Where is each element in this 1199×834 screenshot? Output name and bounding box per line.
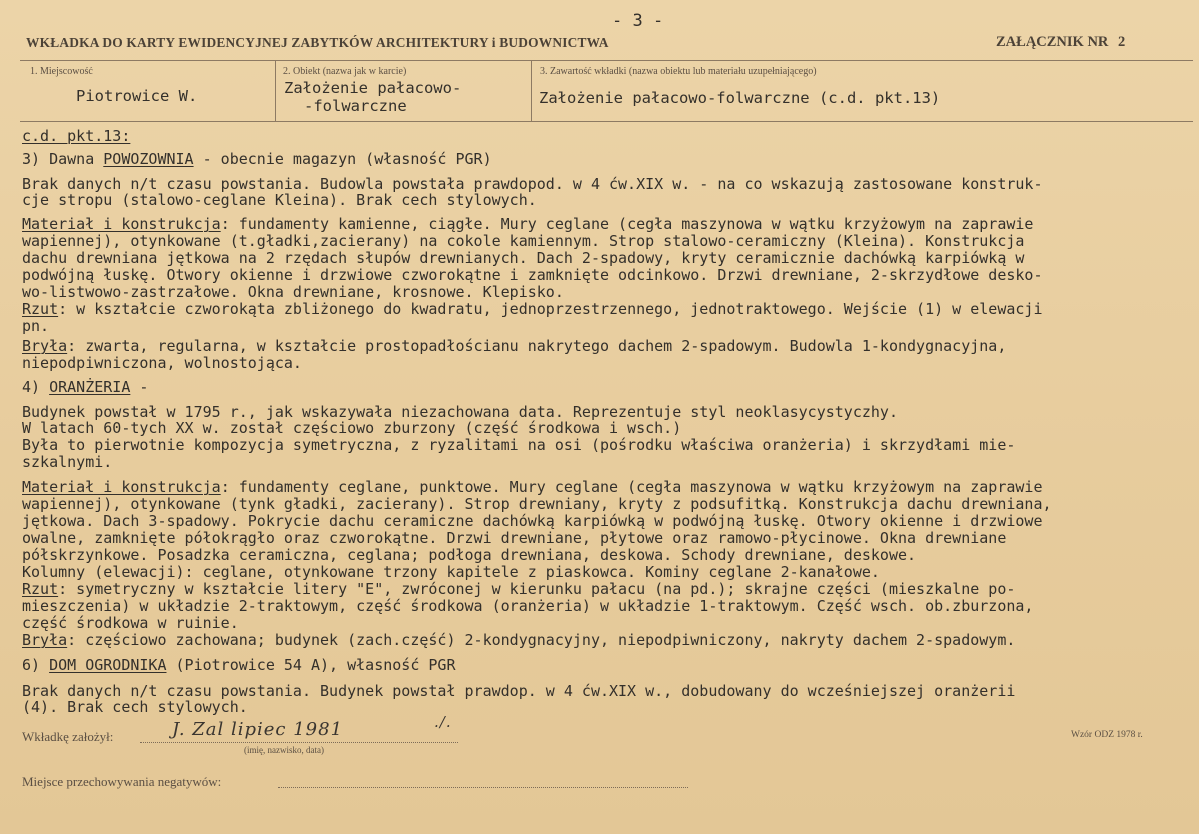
s4-text-line: Była to pierwotnie kompozycja symetryczna, z ryzalitami na osi (pośrodku właściwa oranżeria) i skrzydłami mie- — [22, 436, 1016, 454]
s3-text-line: wapiennej), otynkowane (t.gładki,zacierany) na cokole kamiennym. Strop stalowo-ceramiczny (Kleina). Konstrukcja — [22, 232, 1025, 250]
s4-text-line: Budynek powstał w 1795 r., jak wskazywała niezachowana data. Reprezentuje styl neoklasycystyczhy. — [22, 403, 898, 421]
slash-mark: ./. — [434, 713, 452, 731]
s3-material-text: : fundamenty kamienne, ciągłe. Mury ceglane (cegła maszynowa w wątku krzyżowym na zaprawie — [220, 215, 1034, 233]
locality-label: 1. Miejscowość — [30, 66, 93, 77]
section-6-heading — [22, 657, 455, 673]
s4-material-label: Materiał i konstrukcja — [22, 478, 221, 496]
s3-name: POWOZOWNIA — [103, 150, 194, 168]
s4-material-text: : fundamenty ceglane, punktowe. Mury ceglane (cegła maszynowa w wątku krzyżowym na zaprawie — [220, 478, 1043, 496]
s3-text-line: pn. — [22, 317, 50, 335]
s4-bryla-text: : częściowo zachowana; budynek (zach.część) 2-kondygnacyjny, niepodpiwniczony, nakryty dachem 2-spadowym. — [67, 631, 1016, 649]
object-value-line2: -folwarczne — [304, 97, 407, 115]
s4-rzut-text: : symetryczny w kształcie litery "E", zwróconej w kierunku pałacu (na pd.); skrajne części (mieszkalne po- — [58, 580, 1016, 598]
header-box-bottom-rule — [20, 121, 1193, 122]
s3-text-line: niepodpiwniczona, wolnostojąca. — [22, 354, 302, 372]
s3-num: 3) Dawna — [22, 150, 104, 168]
s3-text-line: wo-listwowo-zastrzałowe. Okna drewniane, krosnowe. Klepisko. — [22, 283, 564, 301]
s6-text-line: (4). Brak cech stylowych. — [22, 698, 248, 716]
s4-text-line: W latach 60-tych XX w. został częściowo zburzony (część środkowa i wsch.) — [22, 419, 682, 437]
form-title: WKŁADKA DO KARTY EWIDENCYJNEJ ZABYTKÓW ARCHITEKTURY i BUDOWNICTWA — [26, 35, 609, 50]
header-box-top-rule — [20, 60, 1193, 61]
s3-rzut-label: Rzut — [22, 300, 59, 318]
s6-name: DOM OGRODNIKA — [49, 656, 167, 674]
s3-text-line: podwójną łuskę. Otwory okienne i drzwiowe czworokątne i zamknięte odcinkowo. Drzwi drewniane, 2-skrzydłowe desko- — [22, 266, 1043, 284]
handwritten-signature: J. Zal lipiec 1981 — [172, 719, 344, 740]
s3-bryla-line — [22, 338, 1006, 354]
annex-label-text: ZAŁĄCZNIK NR — [996, 34, 1109, 50]
prepared-by-label: Wkładkę założył: — [22, 729, 114, 744]
section-4-heading — [22, 379, 148, 395]
s3-text-line: cje stropu (stalowo-ceglane Kleina). Brak cech stylowych. — [22, 191, 537, 209]
s3-rzut-text: : w kształcie czworokąta zbliżonego do kwadratu, jednoprzestrzennego, jednotraktowego. Wejście (1) w elewacji — [58, 300, 1043, 318]
s4-text-line: szkalnymi. — [22, 453, 113, 471]
s6-text-line: Brak danych n/t czasu powstania. Budynek powstał prawdop. w 4 ćw.XIX w., dobudowany do wcześniejszej oranżerii — [22, 682, 1016, 700]
s4-text-line: półskrzynkowe. Posadzka ceramiczna, ceglana; podłoga drewniana, deskowa. Schody drewniane, deskowe. — [22, 546, 917, 564]
object-label: 2. Obiekt (nazwa jak w karcie) — [283, 66, 407, 77]
s4-rzut-line — [22, 581, 1015, 597]
negatives-storage-dotted-line — [278, 787, 688, 788]
s3-bryla-text: : zwarta, regularna, w kształcie prostopadłościanu nakrytego dachem 2-spadowym. Budowla 1-kondygnacyjna, — [67, 337, 1007, 355]
s4-text-line: mieszczenia) w układzie 2-traktowym, część środkowa (oranżeria) w układzie 1-traktowym. Część wsch. ob.zburzona, — [22, 597, 1034, 615]
s3-material-label: Materiał i konstrukcja — [22, 215, 221, 233]
s3-rzut-line — [22, 301, 1042, 317]
s4-text-line: jętkowa. Dach 3-spadowy. Pokrycie dachu ceramiczne dachówką karpiówką w podwójną łuskę. Otwory okienne i drzwiowe — [22, 512, 1043, 530]
page-number: - 3 - — [612, 11, 664, 31]
s4-rzut-label: Rzut — [22, 580, 59, 598]
s4-bryla-line — [22, 632, 1015, 648]
annex-number: 2 — [1118, 34, 1126, 50]
content-value: Założenie pałacowo-folwarczne (c.d. pkt.13) — [539, 89, 941, 107]
section-3-heading — [22, 151, 492, 167]
name-date-hint: (imię, nazwisko, data) — [244, 745, 324, 755]
s4-text-line: część środkowa w ruinie. — [22, 614, 239, 632]
annex-label — [996, 34, 1125, 51]
s4-num: 4) — [22, 378, 50, 396]
header-divider-1 — [275, 60, 276, 122]
s4-name: ORANŻERIA — [49, 378, 131, 396]
locality-value: Piotrowice W. — [76, 87, 198, 105]
prepared-by-dotted-line — [140, 742, 458, 743]
s3-rest: - obecnie magazyn (własność PGR) — [193, 150, 492, 168]
s4-text-line: wapiennej), otynkowane (tynk gładki, zacierany). Strop drewniany, kryty z podsufitką. Konstrukcja dachu drewniana, — [22, 495, 1052, 513]
negatives-storage-label: Miejsce przechowywania negatywów: — [22, 774, 222, 789]
template-note: Wzór ODZ 1978 r. — [1071, 730, 1143, 740]
s6-rest: (Piotrowice 54 A), własność PGR — [166, 656, 456, 674]
s6-num: 6) — [22, 656, 50, 674]
s4-rest: - — [130, 378, 149, 396]
content-label: 3. Zawartość wkładki (nazwa obiektu lub materiału uzupełniającego) — [540, 66, 817, 77]
s4-material-line — [22, 479, 1043, 495]
continuation-heading: c.d. pkt.13: — [22, 127, 131, 145]
s3-material-line — [22, 216, 1033, 232]
object-value-line1: Założenie pałacowo- — [284, 79, 462, 97]
s4-bryla-label: Bryła — [22, 631, 68, 649]
s3-text-line: dachu drewniana jętkowa na 2 rzędach słupów drewnianych. Dach 2-spadowy, kryty ceramicznie dachówką karpiówką w — [22, 249, 1025, 267]
header-divider-2 — [531, 60, 532, 122]
s4-columns-line: Kolumny (elewacji): ceglane, otynkowane trzony kapitele z piaskowca. Kominy ceglane 2-kanałowe. — [22, 563, 880, 581]
s4-text-line: owalne, zamknięte półokrągło oraz czworokątne. Drzwi drewniane, płytowe oraz ramowo-płycinowe. Okna drewniane — [22, 529, 1007, 547]
s3-bryla-label: Bryła — [22, 337, 68, 355]
s3-text-line: Brak danych n/t czasu powstania. Budowla powstała prawdopod. w 4 ćw.XIX w. - na co wskazują zastosowane konstruk- — [22, 175, 1043, 193]
